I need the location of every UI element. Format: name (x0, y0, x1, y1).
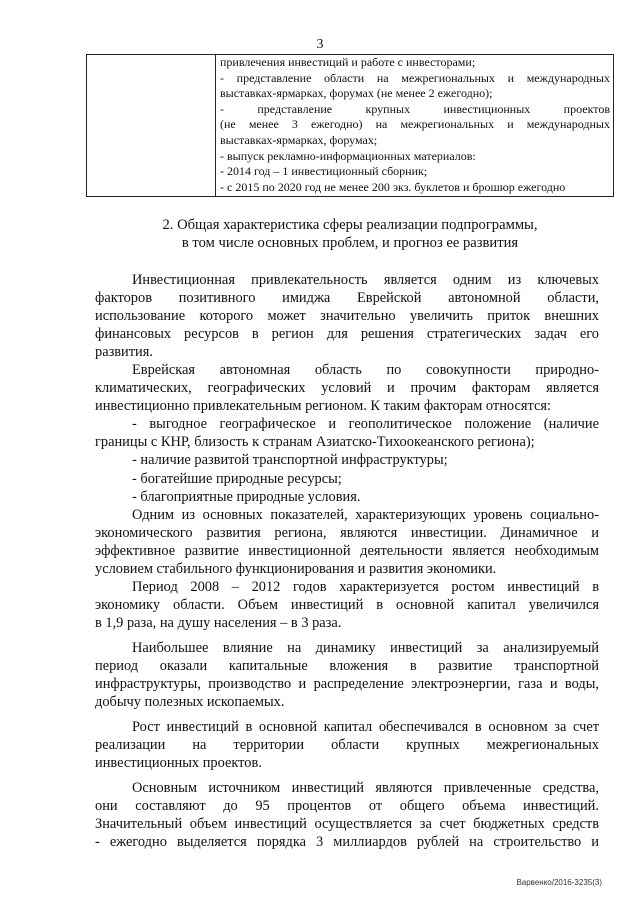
body-line: экономического развития региона, являются инвестиции. Динамичное и (95, 524, 599, 541)
body-line: - наличие развитой транспортной инфраструктуры; (132, 452, 448, 469)
table-cell-line: - представление области на межрегиональных и международных (220, 70, 610, 85)
body-line: Инвестиционная привлекательность является одним из ключевых (132, 272, 599, 288)
body-line: инфраструктуры, производство и распределение электроэнергии, газа и воды, (95, 676, 599, 693)
body-line: - выгодное географическое и геополитическое положение (наличие (132, 416, 599, 433)
body-line: инвестиционно привлекательным регионом. К таким факторам относятся: (95, 398, 551, 415)
body-line: Еврейская автономная область по совокупности природно- (132, 362, 599, 379)
body-line: климатических, географических условий и прочим факторам является (95, 380, 599, 397)
body-line: - богатейшие природные ресурсы; (132, 470, 342, 487)
table-cell-line: - представление крупных инвестиционных проектов (220, 101, 610, 116)
body-line: - ежегодно выделяется порядка 3 миллиардов рублей на строительство и (95, 834, 599, 851)
measures-table (86, 54, 614, 197)
table-cell-right (216, 55, 614, 197)
body-line: добычу полезных ископаемых. (95, 694, 285, 711)
body-line: Рост инвестиций в основной капитал обеспечивался в основном за счет (132, 719, 599, 736)
table-cell-line: (не менее 3 ежегодно) на межрегиональных и международных (220, 117, 610, 132)
body-line: Период 2008 – 2012 годов характеризуется ростом инвестиций в (132, 578, 599, 595)
table-cell-left (87, 55, 216, 197)
section-heading-line: в том числе основных проблем, и прогноз ее развития (181, 235, 519, 251)
table-cell-line: привлечения инвестиций и работе с инвесторами; (220, 55, 476, 69)
body-line: инвестиционных проектов. (95, 755, 262, 772)
body-line: Наибольшее влияние на динамику инвестиций за анализируемый (132, 639, 599, 656)
body-line: условием стабильного функционирования и развития экономики. (95, 560, 497, 577)
body-line: экономику области. Объем инвестиций в основной капитал увеличился (95, 596, 599, 613)
body-line: Основным источником инвестиций являются привлеченные средства, (132, 780, 599, 797)
body-line: развития. (95, 344, 153, 361)
table-cell-line: - с 2015 по 2020 год не менее 200 экз. буклетов и брошюр ежегодно (220, 179, 566, 194)
body-line: эффективное развитие инвестиционной деятельности является необходимым (95, 542, 599, 559)
body-line: использование которого может значительно увеличить приток внешних (95, 308, 599, 325)
body-line: реализации на территории области крупных межрегиональных (95, 737, 599, 754)
body-line: - благоприятные природные условия. (132, 488, 361, 505)
page-number: 3 (316, 37, 324, 52)
table-cell-line: - 2014 год – 1 инвестиционный сборник; (220, 164, 428, 179)
body-line: период оказали капитальные вложения в развитие транспортной (95, 657, 599, 674)
table-cell-line: выставках-ярмарках, форумах; (220, 132, 378, 147)
section-heading (86, 216, 614, 252)
body-line: финансовых ресурсов в регион для решения стратегических задач его (95, 326, 599, 343)
section-heading-line: 2. Общая характеристика сферы реализации подпрограммы, (162, 217, 538, 233)
body-line: факторов позитивного имиджа Еврейской автономной области, (95, 290, 599, 307)
body-line: границы с КНР, близость к странам Азиатско-Тихоокеанского региона); (95, 434, 535, 451)
body-text (95, 271, 599, 851)
document-code: Варвенко/2016-3235(3) (516, 878, 602, 887)
table-row (87, 55, 614, 197)
body-line: Одним из основных показателей, характеризующих уровень социально- (132, 506, 599, 523)
table-cell-line: - выпуск рекламно-информационных материалов: (220, 148, 476, 163)
body-line: Значительный объем инвестиций осуществляется за счет бюджетных средств (95, 816, 599, 833)
body-line: они составляют до 95 процентов от общего объема инвестиций. (95, 798, 599, 815)
table-cell-line: выставках-ярмарках, форумах (не менее 2 ежегодно); (220, 86, 493, 101)
body-line: в 1,9 раза, на душу населения – в 3 раза. (95, 614, 342, 631)
